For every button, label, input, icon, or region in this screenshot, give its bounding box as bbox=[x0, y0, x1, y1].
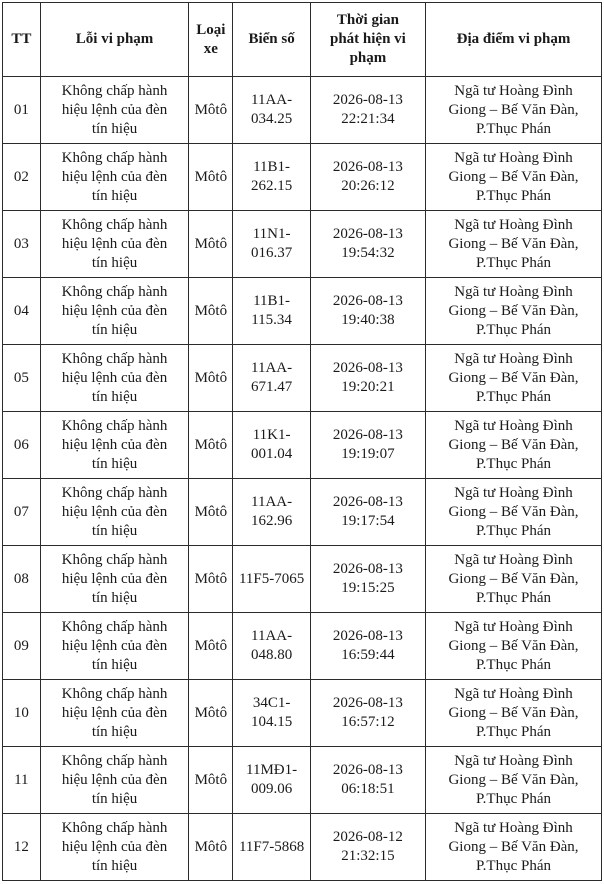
cell-plate: 11B1- 262.15 bbox=[233, 144, 310, 211]
table-body bbox=[3, 77, 602, 881]
cell-time: 2026-08-13 19:20:21 bbox=[310, 345, 425, 412]
cell-vehicle-type: Môtô bbox=[189, 211, 233, 278]
cell-plate: 11MĐ1- 009.06 bbox=[233, 747, 310, 814]
cell-plate: 11F5-7065 bbox=[233, 546, 310, 613]
cell-time: 2026-08-13 19:17:54 bbox=[310, 479, 425, 546]
cell-vehicle-type: Môtô bbox=[189, 479, 233, 546]
cell-location: Ngã tư Hoàng Đình Giong – Bế Văn Đàn, P.Thục Phán bbox=[426, 144, 602, 211]
cell-violation: Không chấp hành hiệu lệnh của đèn tín hiệu bbox=[40, 747, 189, 814]
cell-location: Ngã tư Hoàng Đình Giong – Bế Văn Đàn, P.Thục Phán bbox=[426, 747, 602, 814]
table-row bbox=[3, 77, 602, 144]
cell-plate: 11F7-5868 bbox=[233, 814, 310, 881]
table-row bbox=[3, 412, 602, 479]
table-row bbox=[3, 814, 602, 881]
cell-tt: 08 bbox=[3, 546, 41, 613]
cell-plate: 34C1- 104.15 bbox=[233, 680, 310, 747]
table-row bbox=[3, 680, 602, 747]
cell-tt: 01 bbox=[3, 77, 41, 144]
cell-violation: Không chấp hành hiệu lệnh của đèn tín hiệu bbox=[40, 613, 189, 680]
cell-tt: 12 bbox=[3, 814, 41, 881]
cell-time: 2026-08-13 19:19:07 bbox=[310, 412, 425, 479]
cell-location: Ngã tư Hoàng Đình Giong – Bế Văn Đàn, P.Thục Phán bbox=[426, 479, 602, 546]
cell-tt: 10 bbox=[3, 680, 41, 747]
cell-time: 2026-08-13 19:40:38 bbox=[310, 278, 425, 345]
table-row bbox=[3, 345, 602, 412]
cell-time: 2026-08-13 19:15:25 bbox=[310, 546, 425, 613]
cell-location: Ngã tư Hoàng Đình Giong – Bế Văn Đàn, P.Thục Phán bbox=[426, 77, 602, 144]
cell-vehicle-type: Môtô bbox=[189, 144, 233, 211]
cell-plate: 11N1- 016.37 bbox=[233, 211, 310, 278]
cell-plate: 11AA- 671.47 bbox=[233, 345, 310, 412]
header-violation: Lỗi vi phạm bbox=[40, 3, 189, 77]
cell-location: Ngã tư Hoàng Đình Giong – Bế Văn Đàn, P.Thục Phán bbox=[426, 278, 602, 345]
cell-violation: Không chấp hành hiệu lệnh của đèn tín hiệu bbox=[40, 144, 189, 211]
header-time: Thời gian phát hiện vi phạm bbox=[310, 3, 425, 77]
cell-time: 2026-08-13 16:59:44 bbox=[310, 613, 425, 680]
cell-tt: 03 bbox=[3, 211, 41, 278]
cell-tt: 02 bbox=[3, 144, 41, 211]
cell-time: 2026-08-13 20:26:12 bbox=[310, 144, 425, 211]
violations-table bbox=[2, 2, 602, 881]
cell-vehicle-type: Môtô bbox=[189, 278, 233, 345]
cell-violation: Không chấp hành hiệu lệnh của đèn tín hiệu bbox=[40, 479, 189, 546]
header-tt: TT bbox=[3, 3, 41, 77]
cell-time: 2026-08-13 16:57:12 bbox=[310, 680, 425, 747]
table-row bbox=[3, 144, 602, 211]
cell-vehicle-type: Môtô bbox=[189, 747, 233, 814]
header-location: Địa điểm vi phạm bbox=[426, 3, 602, 77]
cell-location: Ngã tư Hoàng Đình Giong – Bế Văn Đàn, P.Thục Phán bbox=[426, 546, 602, 613]
cell-violation: Không chấp hành hiệu lệnh của đèn tín hiệu bbox=[40, 412, 189, 479]
cell-location: Ngã tư Hoàng Đình Giong – Bế Văn Đàn, P.Thục Phán bbox=[426, 814, 602, 881]
cell-violation: Không chấp hành hiệu lệnh của đèn tín hiệu bbox=[40, 680, 189, 747]
cell-location: Ngã tư Hoàng Đình Giong – Bế Văn Đàn, P.Thục Phán bbox=[426, 613, 602, 680]
cell-violation: Không chấp hành hiệu lệnh của đèn tín hiệu bbox=[40, 345, 189, 412]
cell-violation: Không chấp hành hiệu lệnh của đèn tín hiệu bbox=[40, 278, 189, 345]
cell-location: Ngã tư Hoàng Đình Giong – Bế Văn Đàn, P.Thục Phán bbox=[426, 211, 602, 278]
cell-vehicle-type: Môtô bbox=[189, 345, 233, 412]
cell-violation: Không chấp hành hiệu lệnh của đèn tín hiệu bbox=[40, 77, 189, 144]
cell-vehicle-type: Môtô bbox=[189, 412, 233, 479]
cell-tt: 05 bbox=[3, 345, 41, 412]
cell-plate: 11AA- 034.25 bbox=[233, 77, 310, 144]
header-plate: Biển số bbox=[233, 3, 310, 77]
cell-vehicle-type: Môtô bbox=[189, 814, 233, 881]
cell-vehicle-type: Môtô bbox=[189, 546, 233, 613]
cell-tt: 07 bbox=[3, 479, 41, 546]
cell-tt: 09 bbox=[3, 613, 41, 680]
cell-plate: 11AA- 162.96 bbox=[233, 479, 310, 546]
cell-location: Ngã tư Hoàng Đình Giong – Bế Văn Đàn, P.Thục Phán bbox=[426, 412, 602, 479]
cell-time: 2026-08-13 06:18:51 bbox=[310, 747, 425, 814]
table-row bbox=[3, 747, 602, 814]
table-row bbox=[3, 479, 602, 546]
cell-vehicle-type: Môtô bbox=[189, 613, 233, 680]
cell-tt: 04 bbox=[3, 278, 41, 345]
table-row bbox=[3, 613, 602, 680]
header-vehicle-type: Loại xe bbox=[189, 3, 233, 77]
cell-violation: Không chấp hành hiệu lệnh của đèn tín hiệu bbox=[40, 211, 189, 278]
cell-plate: 11B1- 115.34 bbox=[233, 278, 310, 345]
table-row bbox=[3, 546, 602, 613]
cell-violation: Không chấp hành hiệu lệnh của đèn tín hiệu bbox=[40, 814, 189, 881]
cell-location: Ngã tư Hoàng Đình Giong – Bế Văn Đàn, P.Thục Phán bbox=[426, 345, 602, 412]
cell-time: 2026-08-13 22:21:34 bbox=[310, 77, 425, 144]
cell-vehicle-type: Môtô bbox=[189, 680, 233, 747]
cell-location: Ngã tư Hoàng Đình Giong – Bế Văn Đàn, P.Thục Phán bbox=[426, 680, 602, 747]
cell-tt: 11 bbox=[3, 747, 41, 814]
cell-plate: 11AA- 048.80 bbox=[233, 613, 310, 680]
table-row bbox=[3, 211, 602, 278]
cell-time: 2026-08-13 19:54:32 bbox=[310, 211, 425, 278]
cell-vehicle-type: Môtô bbox=[189, 77, 233, 144]
cell-violation: Không chấp hành hiệu lệnh của đèn tín hiệu bbox=[40, 546, 189, 613]
cell-time: 2026-08-12 21:32:15 bbox=[310, 814, 425, 881]
table-row bbox=[3, 278, 602, 345]
cell-plate: 11K1- 001.04 bbox=[233, 412, 310, 479]
header-row bbox=[3, 3, 602, 77]
cell-tt: 06 bbox=[3, 412, 41, 479]
